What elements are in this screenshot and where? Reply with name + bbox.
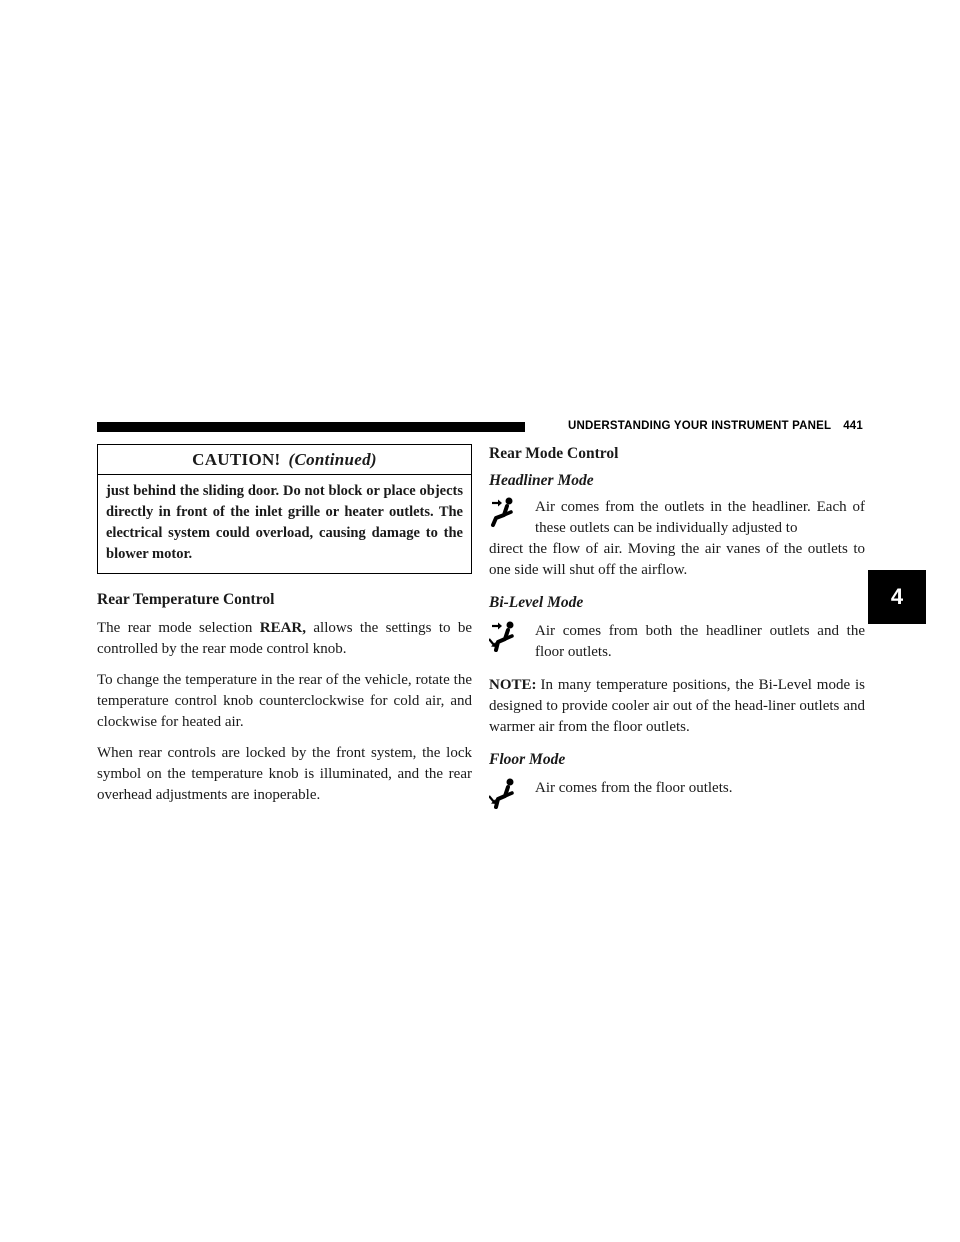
page-number: 441 (843, 420, 863, 432)
note-text: In many temperature positions, the Bi-Level mode is designed to provide cooler air out of the head-liner outlets and warmer air from the floor outlets. (489, 677, 865, 735)
note-label: NOTE: (489, 677, 537, 693)
headliner-mode-heading: Headliner Mode (489, 472, 594, 489)
rear-temperature-heading: Rear Temperature Control (97, 591, 275, 608)
bilevel-mode-desc: Air comes from both the headliner outlets and the floor outlets. (535, 623, 865, 660)
header-rule (97, 422, 525, 432)
bilevel-mode-heading: Bi-Level Mode (489, 594, 584, 611)
running-header (568, 420, 863, 432)
p1-rear-bold: REAR, (259, 620, 307, 636)
headliner-mode-desc-first: Air comes from the outlets in the headliner. Each of these outlets can be individually adjusted to (535, 499, 865, 536)
right-column (489, 444, 865, 824)
bilevel-note (489, 675, 865, 738)
section-title: UNDERSTANDING YOUR INSTRUMENT PANEL (568, 420, 832, 432)
floor-mode-icon (489, 778, 519, 812)
rear-temperature-p3: When rear controls are locked by the front system, the lock symbol on the temperature knob is illuminated, and the rear overhead adjustments are inoperable. (97, 745, 472, 803)
headliner-mode-desc-rest: direct the flow of air. Moving the air vanes of the outlets to one side will shut off the airflow. (489, 541, 865, 578)
floor-mode-block (489, 778, 865, 824)
left-column (97, 444, 472, 806)
caution-header (98, 445, 471, 475)
floor-mode-desc: Air comes from the floor outlets. (535, 780, 733, 796)
bilevel-mode-block (489, 621, 865, 667)
bilevel-mode-icon (489, 621, 519, 655)
chapter-tab: 4 (868, 570, 926, 624)
p1-text-post: allows the settings to be controlled by the rear mode control knob. (97, 620, 473, 657)
caution-title: CAUTION! (192, 450, 281, 469)
caution-body: just behind the sliding door. Do not block or place objects directly in front of the inlet grille or heater outlets. The electrical system could overload, causing damage to the blower motor. (106, 483, 463, 562)
headliner-mode-block (489, 497, 865, 543)
rear-temperature-p2: To change the temperature in the rear of the vehicle, rotate the temperature control knob counterclockwise for cold air, and clockwise for heated air. (97, 672, 472, 730)
caution-continued: (Continued) (288, 450, 377, 469)
rear-temperature-p1 (97, 618, 472, 660)
caution-box (97, 444, 472, 574)
p1-text-pre: The rear mode selection (97, 620, 253, 636)
rear-mode-heading: Rear Mode Control (489, 445, 619, 462)
headliner-mode-icon (489, 497, 519, 531)
floor-mode-heading: Floor Mode (489, 751, 566, 768)
